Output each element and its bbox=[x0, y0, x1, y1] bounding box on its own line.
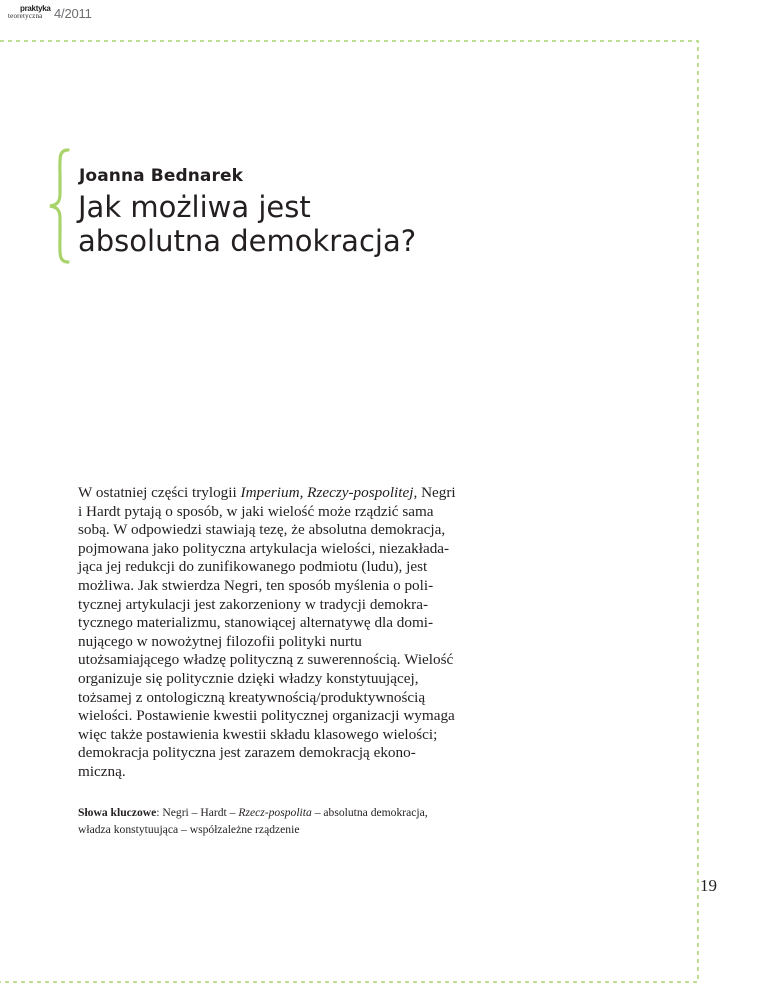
brace-path bbox=[50, 150, 68, 262]
keywords-line bbox=[78, 821, 498, 838]
article-title-line-2: absolutna demokracja? bbox=[78, 224, 417, 258]
text-run: – absolutna demokracja, bbox=[311, 806, 428, 819]
abstract-line bbox=[78, 521, 498, 540]
abstract-line bbox=[78, 503, 498, 522]
text-run: nującego w nowożytnej filozofii polityki nurtu bbox=[78, 632, 362, 650]
abstract-line bbox=[78, 689, 498, 708]
article-abstract bbox=[78, 484, 498, 782]
article-title bbox=[78, 190, 538, 258]
text-run: tycznej artykulacji jest zakorzeniony w tradycji demokra- bbox=[78, 595, 429, 613]
text-run: możliwa. Jak stwierdza Negri, ten sposób myślenia o poli- bbox=[78, 576, 434, 594]
text-run: pojmowana jako polityczna artykulacja wielości, niezakłada- bbox=[78, 539, 450, 557]
text-run: W ostatniej części trylogii bbox=[78, 484, 241, 501]
text-run: utożsamiającego władzę polityczną z suwerennością. Wielość bbox=[78, 651, 454, 669]
text-run: , Negri bbox=[413, 484, 456, 501]
abstract-line bbox=[78, 614, 498, 633]
abstract-line bbox=[78, 596, 498, 615]
abstract-line bbox=[78, 707, 498, 726]
keywords-line bbox=[78, 804, 498, 821]
abstract-line bbox=[78, 651, 498, 670]
text-run: sobą. W odpowiedzi stawiają tezę, że absolutna demokracja, bbox=[78, 521, 446, 539]
journal-logo-word-teoretyczna: teoretyczna bbox=[8, 12, 43, 20]
article-author: Joanna Bednarek bbox=[79, 166, 244, 186]
journal-logo bbox=[6, 4, 126, 24]
abstract-line bbox=[78, 763, 498, 782]
page-number: 19 bbox=[700, 876, 717, 895]
abstract-line bbox=[78, 744, 498, 763]
text-run: i Hardt pytają o sposób, w jaki wielość może rządzić sama bbox=[78, 502, 434, 520]
abstract-line bbox=[78, 540, 498, 559]
issue-number: 4/2011 bbox=[54, 6, 92, 21]
keywords-paragraph bbox=[78, 804, 498, 838]
abstract-line bbox=[78, 577, 498, 596]
text-run: demokracja polityczna jest zarazem demokracją ekono- bbox=[78, 744, 416, 762]
keywords-label: Słowa kluczowe bbox=[78, 806, 157, 819]
curly-brace-decoration bbox=[44, 148, 74, 264]
article-title-line-1: Jak możliwa jest bbox=[78, 190, 311, 224]
text-run: wielości. Postawienie kwestii politycznej organizacji wymaga bbox=[78, 707, 455, 725]
italic-title-reference: Rzecz-pospolita bbox=[238, 806, 312, 819]
text-run: miczną. bbox=[78, 762, 126, 780]
text-run: : Negri – Hardt – bbox=[156, 806, 239, 819]
text-run: więc także postawienia kwestii składu klasowego wielości; bbox=[78, 725, 438, 743]
abstract-line bbox=[78, 558, 498, 577]
text-run: tycznego materializmu, stanowiącej alternatywę dla domi- bbox=[78, 614, 434, 632]
text-run: władza konstytuująca – współzależne rządzenie bbox=[78, 823, 300, 836]
abstract-line bbox=[78, 484, 498, 503]
text-run: jąca jej redukcji do zunifikowanego podmiotu (ludu), jest bbox=[78, 558, 428, 576]
text-run: organizuje się politycznie dzięki władzy konstytuującej, bbox=[78, 669, 419, 687]
abstract-line bbox=[78, 670, 498, 689]
abstract-line bbox=[78, 726, 498, 745]
journal-logo-word-praktyka: praktyka bbox=[20, 4, 51, 13]
italic-title-reference: Imperium, Rzeczy-pospolitej bbox=[240, 484, 414, 501]
abstract-line bbox=[78, 633, 498, 652]
text-run: tożsamej z ontologiczną kreatywnością/produktywnością bbox=[78, 688, 426, 706]
